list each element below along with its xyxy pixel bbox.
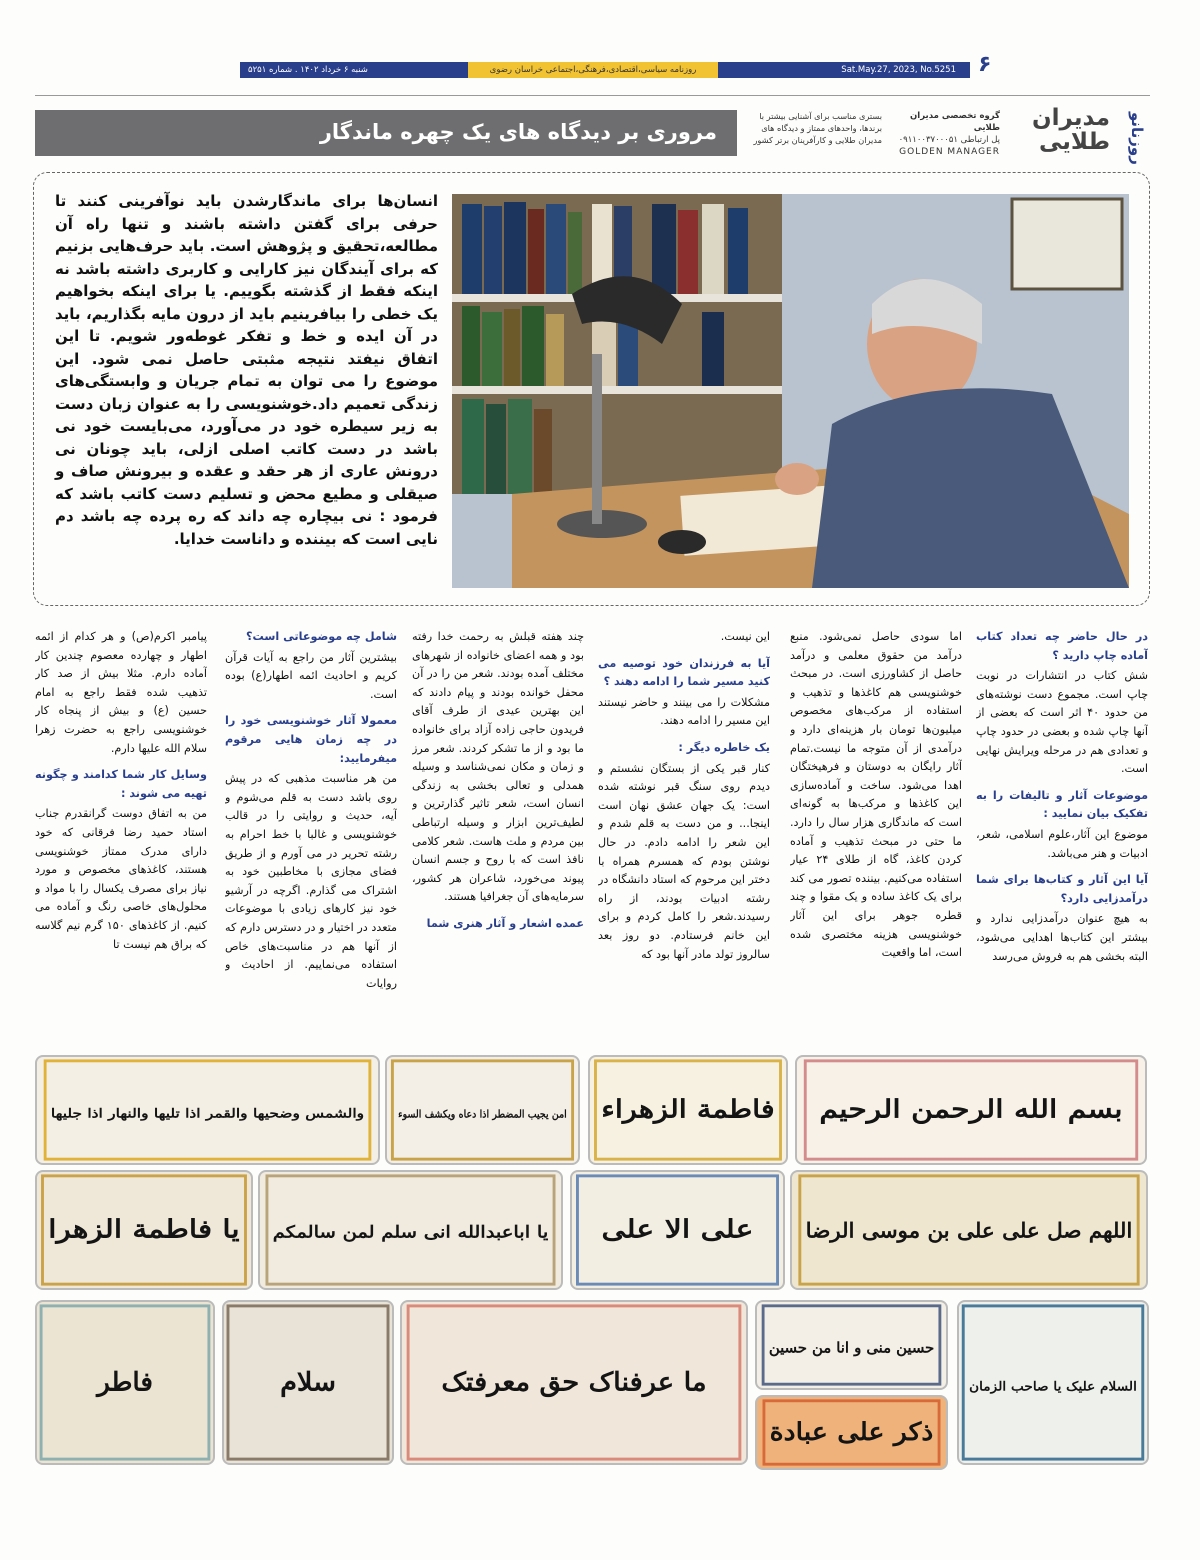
page-title: مروری بر دیدگاه های یک چهره ماندگار — [319, 120, 717, 144]
calligraphy-artwork — [35, 1170, 253, 1290]
artwork-ornament — [387, 1057, 578, 1163]
artwork-caption: سلام — [280, 1366, 333, 1397]
artwork-caption: یا اباعبدالله انی سلم لمن سالمکم — [272, 1222, 506, 1242]
question-heading: آیا به فرزندان خود توصیه می کنید مسیر شما را ادامه دهند ؟ — [598, 656, 770, 689]
article-column-4 — [412, 628, 584, 1033]
artwork-ornament — [224, 1302, 392, 1463]
brand-info-line2: پل ارتباطی ۰۹۱۱۰۰۳۷۰۰۰۵۱ — [898, 135, 1000, 145]
brand-info-line3: GOLDEN MANAGER — [899, 147, 1000, 157]
calligraphy-artwork — [35, 1300, 215, 1465]
artwork-caption: یا فاطمة الزهرا — [48, 1213, 240, 1244]
question-heading: موضوعات آثار و تالیفات را به تفکیک بیان نمایید : — [976, 788, 1148, 821]
artwork-ornament — [402, 1302, 746, 1463]
question-heading: شامل چه موضوعاتی است؟ — [246, 630, 397, 643]
calligraphy-artwork — [35, 1055, 380, 1165]
brand-info — [888, 110, 1000, 158]
page-number: ۶ — [978, 52, 992, 77]
brand-info-line1: گروه تخصصی مدیران طلایی — [910, 111, 1000, 133]
question-heading: وسایل کار شما کدامند و چگونه تهیه می شوند : — [35, 768, 207, 800]
calligraphy-artwork — [258, 1170, 563, 1290]
answer-paragraph: این نیست. — [720, 630, 770, 643]
date-persian: شنبه ۶ خرداد ۱۴۰۲ . شماره ۵۲۵۱ — [248, 65, 368, 75]
artwork-ornament — [260, 1172, 561, 1288]
artwork-ornament — [37, 1302, 213, 1463]
calligraphy-artwork — [755, 1300, 948, 1390]
answer-paragraph: بیشترین آثار من راجع به آیات قرآن کریم و احادیث ائمه اطهار(ع) بوده است. — [225, 650, 397, 701]
artwork-ornament — [792, 1172, 1146, 1288]
logo-side-text: روزنانو — [1128, 112, 1146, 165]
answer-paragraph: من به اتفاق دوست گرانقدرم جناب استاد حمید رضا فرقانی که خود دارای مدرک ممتاز خوشنویسی هستند، کاغذهای مخصوص و مورد نیاز برای مصرف یکسال را با مواد و محلول‌های خاصی رنگ و آماده می کنیم. از کاغذهای ۱۵۰ گرم نیم گلاسه که براق هم نیست تا — [35, 807, 207, 951]
article-column-5 — [225, 628, 397, 1033]
artwork-ornament — [959, 1302, 1147, 1463]
artwork-ornament — [757, 1302, 946, 1388]
pull-quote: انسان‌ها برای ماندگارشدن باید نوآفرینی کنند تا حرفی برای گفتن داشته باشند و تنها راه آن مطالعه،تحقیق و پژوهش است. باید حرف‌هایی بزنیم که برای آیندگان نیز کارایی و کاربری داشته باشد نه اینکه فقط از گذشته بگوییم. یا برای اینکه بخواهیم یک خطی را بیافرینیم باید از درون مایه بگذاریم، باید در آن ایده و خط و تفکر غوطه‌ور شویم. تا این اتفاق نیفتد نتیجه مثبتی حاصل نمی شود. این موضوع را می توان به تمام جریان و وابستگی‌های زندگی تعمیم داد.خوشنویسی را به عنوان زبان دست به زیر سیطره خود در می‌آورد، می‌بایست خود نی باشد در دست کاتب اصلی ازلی، باید چونان نی درونش عاری از هر حقد و عقده و بیرونش صاف و صیقلی و مطیع محض و تسلیم دست کاتب باشد که فرمود : نی بیچاره چه داند که ره پرده چه باشد دم نایی است که بیننده و داناست خدایا. — [55, 192, 438, 548]
calligraphy-artwork — [570, 1170, 785, 1290]
artwork-caption: بسم الله الرحمن الرحیم — [819, 1093, 1074, 1124]
artwork-caption: امن یجیب المضطر اذا دعاه ویکشف السوء — [398, 1108, 567, 1121]
calligraphy-artwork — [222, 1300, 394, 1465]
answer-paragraph: اما سودی حاصل نمی‌شود. منبع درآمد من حقوق معلمی و درآمد حاصل از کشاورزی است. در مبحث خوشنویسی هم کاغذها و تذهیب و استفاده از مرکب‌های مخصوص میلیون‌ها تومان بار هزینه‌ای دارد و درآمدی از آن متوجه ما نیست.تمام آثار رایگان به دوستان و فرهیختگان اهدا می‌شود. ساخت و آماده‌سازی این کاغذها و مرکب‌ها به گونه‌ای است که ماندگاری هزار سال را دارد. ما حتی در مبحث تذهیب و آماده کردن کاغذ، گاه از طلای ۲۴ عیار استفاده می‌کنیم. بیننده تصور می کند برای یک کاغذ ساده و یک مقوا و چند قطره جوهر برای این آثار خوشنویسی هزینه مختصری شده است، اما واقعیت — [790, 630, 962, 960]
answer-paragraph: مشکلات را می بینند و حاضر نیستند این مسیر را ادامه دهند. — [598, 695, 770, 728]
brand-tagline: بستری مناسب برای آشنایی بیشتر با برندها، واحدهای ممتاز و دیدگاه های مدیران طلایی و کارآفرینان برتر کشور — [753, 111, 882, 145]
artwork-ornament — [590, 1057, 786, 1163]
answer-paragraph: من هر مناسبت مذهبی که در پیش روی باشد دست به قلم می‌شوم و آیه، حدیث و روایتی را در قالب خوشنویسی و غالبا با خط احرام به رشته تحریر در می آورم و از طریق فضای مجازی با مخاطبین خود به اشتراک می گذارم. اگرچه در آرشیو خود نیز کارهای زیادی با موضوعات متعدد در اختیار و در دسترس دارم که از آنها هم در مناسبت‌های خاص استفاده می‌نماییم. از احادیث و روایات — [225, 772, 397, 990]
answer-paragraph: چند هفته قبلش به رحمت خدا رفته بود و همه اعضای خانواده از شهرهای مختلف آمده بودند. شعر من را در آن محفل خوانده بودند و پیام دادند که این بهترین عیدی از طرف آقای فریدون حاجی زاده آزاد برای خانواده ما بود و از ما تشکر کردند. شعر مرز و زمان و مکان نمی‌شناسد و وسیله همدلی و تعالی بخشی به زندگی انسان است، شعر تاثیر گذارترین و لطیف‌ترین ابزار و وسیله ارتباطی بین مردم و ملت هاست. شعر کلامی نافذ است که با روح و جسم انسان پیوند می‌خورد، شاعران هر کشور، سرمایه‌های آن جغرافیا هستند. — [412, 630, 584, 904]
artwork-ornament — [572, 1172, 783, 1288]
question-heading: آیا این آثار و کتاب‌ها برای شما درآمدزایی دارد؟ — [976, 873, 1148, 905]
calligraphy-artwork — [588, 1055, 788, 1165]
artwork-ornament — [37, 1057, 378, 1163]
artwork-caption: فاطمة الزهراء — [601, 1093, 752, 1124]
artwork-caption: والشمس وضحیها والقمر اذا تلیها والنهار اذا جلیها — [50, 1105, 306, 1121]
title-bar — [35, 110, 737, 156]
article-column-3 — [598, 628, 770, 1033]
logo-text: مدیران طلایی — [1032, 105, 1110, 155]
article-column-2 — [790, 628, 962, 1033]
header-strip — [240, 62, 970, 78]
photo-illustration — [452, 194, 1129, 588]
calligraphy-artwork — [790, 1170, 1148, 1290]
question-heading: معمولا آثار خوشنویسی خود را در چه زمان هایی مرقوم میفرمایید: — [225, 714, 397, 765]
artwork-caption: السلام علیک یا صاحب الزمان — [969, 1378, 1125, 1394]
artwork-caption: ما عرفناک حق معرفتک — [441, 1366, 688, 1397]
calligraphy-artwork — [957, 1300, 1149, 1465]
header-divider — [35, 95, 1150, 96]
artwork-ornament — [37, 1172, 251, 1288]
answer-paragraph: شش کتاب در انتشارات در نوبت چاپ است. مجموع دست نوشته‌های من حدود ۴۰ اثر است که بعضی از آنها چاپ شده و بعضی در حدود چاپ و تعدادی هم در مرحله ویرایش نهایی است. — [976, 669, 1148, 776]
artwork-ornament — [797, 1057, 1145, 1163]
question-heading: یک خاطره دیگر : — [678, 740, 770, 754]
calligraphy-artwork — [400, 1300, 748, 1465]
calligraphy-artwork — [385, 1055, 580, 1165]
calligrapher-photo — [452, 194, 1129, 588]
artwork-caption: اللهم صل علی علی بن موسی الرضا — [805, 1218, 1133, 1243]
answer-paragraph: پیامبر اکرم(ص) و هر کدام از ائمه اطهار و چهارده معصوم چندین کار آماده دارم. مثلا بیش از صد کار تذهیب شده فقط راجع به امام حسین (ع) و بیش از پنجاه کار خوشنویسی راجع به حضرت زهرا سلام الله علیها دارم. — [35, 630, 207, 755]
article-column-6 — [35, 628, 207, 1033]
answer-paragraph: کنار قبر یکی از بستگان نشستم و دیدم روی سنگ قبر نوشته شده است: یک جهان عشق نهان است اینجا... و من دست به قلم شدم و این شعر را ادامه دادم. در حال نوشتن بودم که همسرم همراه با دختر این مرحوم که استاد دانشگاه در رشته ادبیات بودند، از راه رسیدند.شعر را کامل کردم و برای این خانم فرستادم. دو روز بعد سالروز تولد مادر آنها بود که — [598, 761, 770, 961]
answer-paragraph: به هیچ عنوان درآمدزایی ندارد و بیشتر این کتاب‌ها اهدایی می‌شود، البته بخشی هم به فروش می‌رسد — [976, 912, 1148, 963]
brand-logo — [1000, 105, 1150, 165]
question-heading: عمده اشعار و آثار هنری شما — [426, 916, 584, 930]
artwork-caption: فاطر — [97, 1366, 152, 1397]
calligraphy-artwork — [755, 1395, 948, 1470]
article-column-1 — [976, 628, 1148, 1033]
artwork-caption: علی الا علی — [601, 1213, 754, 1244]
artwork-caption: حسین منی و انا من حسین — [768, 1340, 935, 1357]
date-english: Sat.May.27, 2023, No.5251 — [841, 65, 956, 75]
newspaper-name: روزنامه سیاسی،اقتصادی،فرهنگی،اجتماعی خراسان رضوی — [468, 62, 718, 78]
artwork-caption: ذکر علی عبادة — [769, 1417, 920, 1447]
question-heading: در حال حاضر چه تعداد کتاب آماده چاپ دارید ؟ — [976, 630, 1148, 662]
artwork-ornament — [757, 1397, 946, 1468]
calligraphy-artwork — [795, 1055, 1147, 1165]
answer-paragraph: موضوع این آثار،علوم اسلامی، شعر، ادبیات و هنر می‌باشد. — [976, 827, 1148, 860]
